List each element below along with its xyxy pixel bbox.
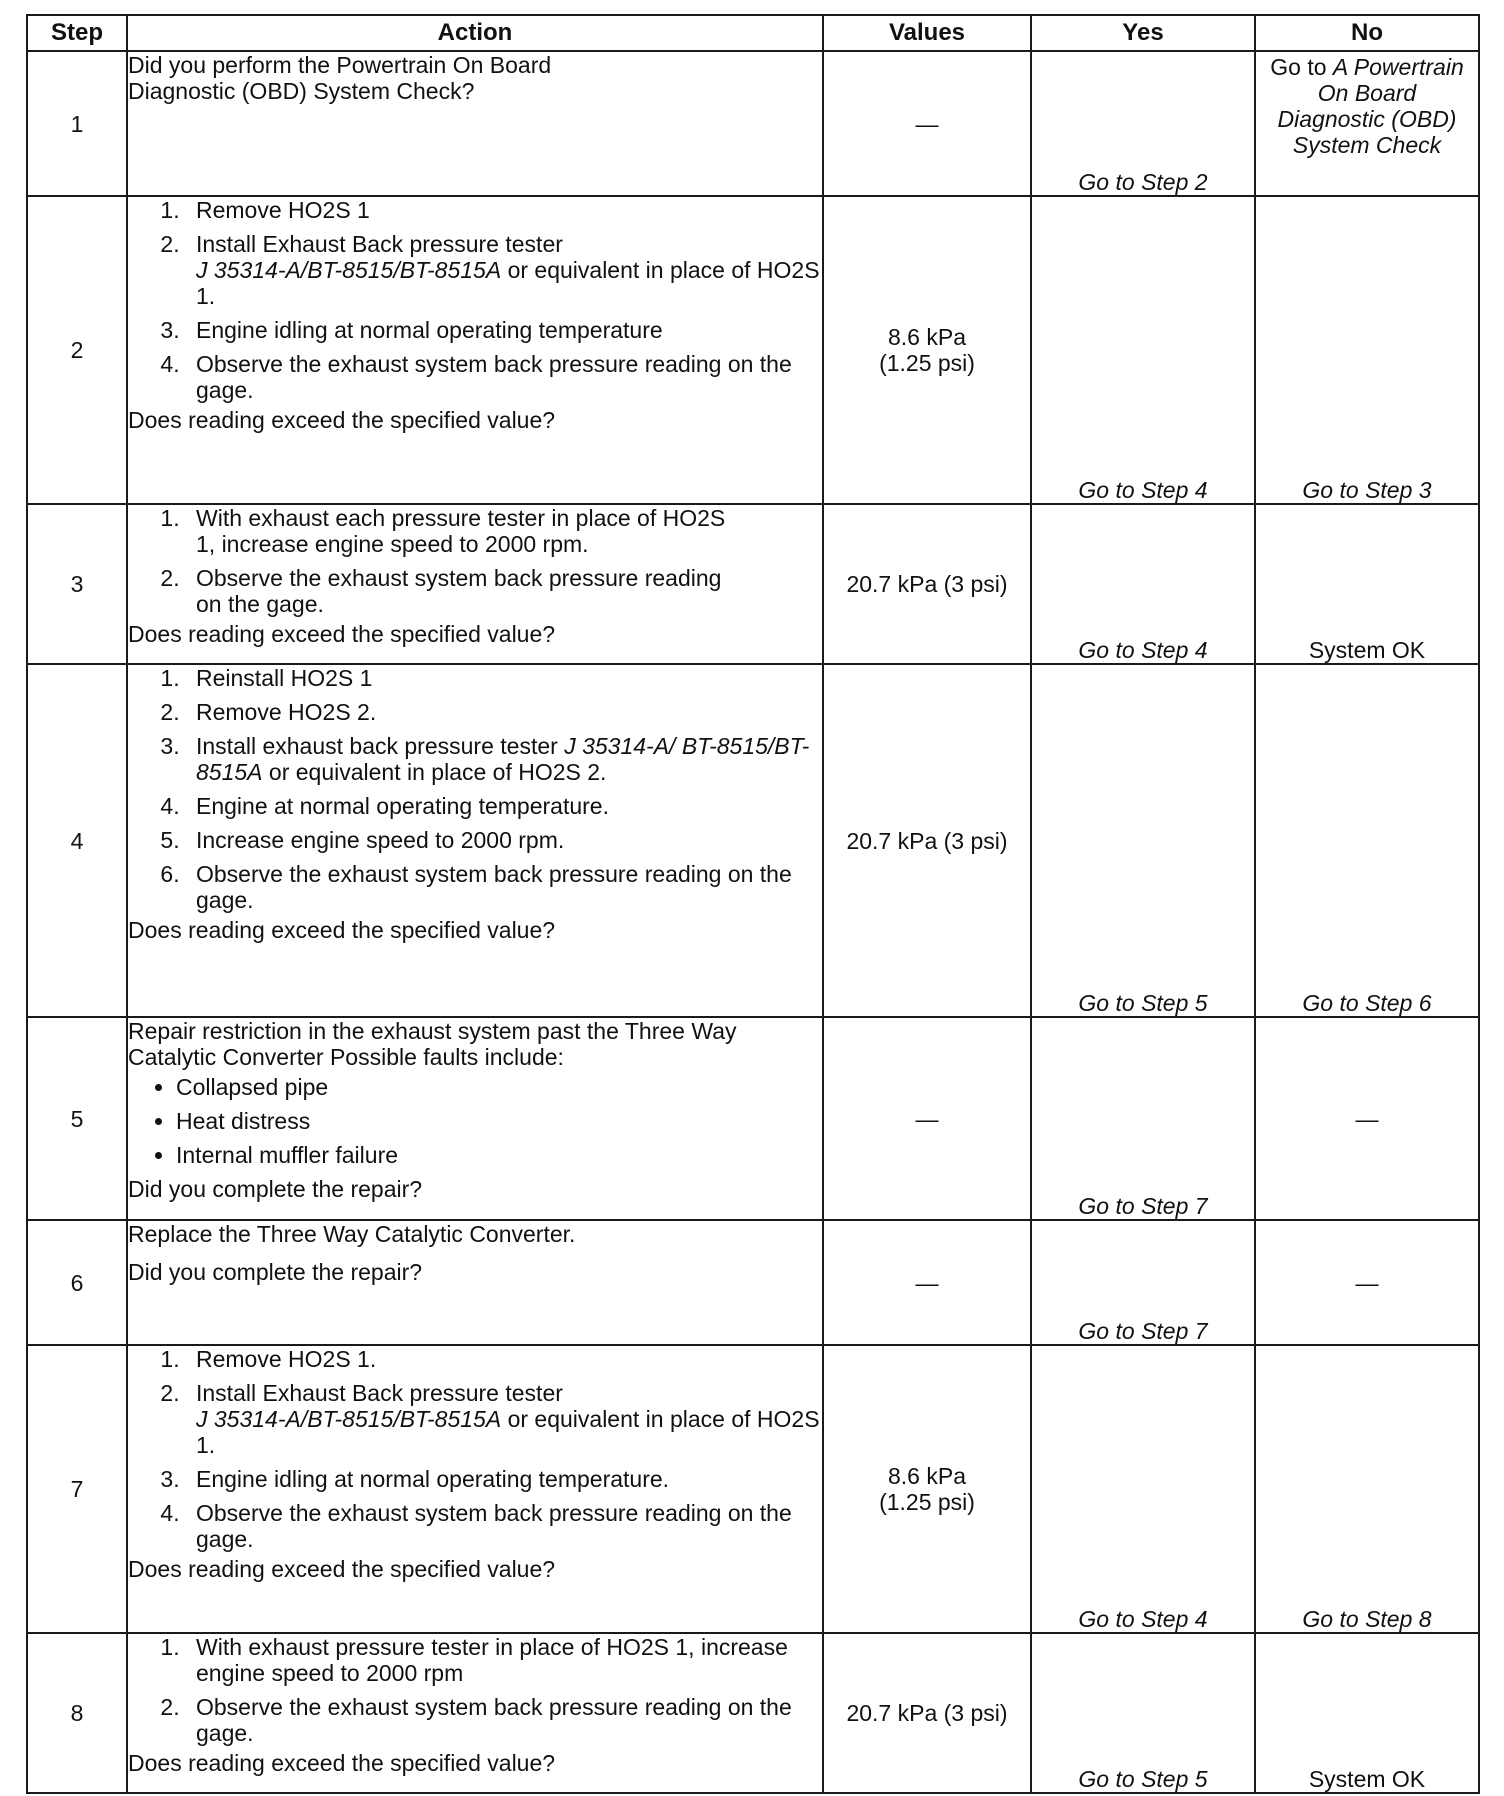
action-steps [128, 665, 822, 913]
action-step: 3. Engine idling at normal operating temperature. [186, 1466, 822, 1492]
table-row [27, 51, 1479, 196]
no-link[interactable]: Go to Step 8 [1255, 1345, 1479, 1633]
action-question: Does reading exceed the specified value? [128, 917, 556, 943]
yes-link[interactable]: Go to Step 7 [1031, 1017, 1255, 1220]
values-cell: 8.6 kPa (1.25 psi) [823, 1345, 1031, 1633]
action-question: Does reading exceed the specified value? [128, 1556, 556, 1582]
action-steps [128, 197, 822, 403]
action-step: 2. Remove HO2S 2. [186, 699, 822, 725]
step-number: 8 [27, 1633, 127, 1793]
table-row [27, 1633, 1479, 1793]
tool-number: J 35314-A/BT-8515/BT-8515A [196, 257, 502, 283]
header-no: No [1255, 15, 1479, 51]
step-number: 5 [27, 1017, 127, 1220]
values-cell: — [823, 1220, 1031, 1345]
table-row [27, 1220, 1479, 1345]
yes-link[interactable]: Go to Step 4 [1031, 196, 1255, 504]
tool-suffix: or equivalent in place of HO2S 1. [196, 257, 820, 309]
tool-number: J 35314-A/ BT-8515/BT-8515A [196, 733, 810, 785]
yes-link[interactable]: Go to Step 2 [1031, 51, 1255, 196]
step-number: 4 [27, 664, 127, 1017]
action-step: 3. Engine idling at normal operating temperature [186, 317, 822, 343]
step-number: 6 [27, 1220, 127, 1345]
action-question: Does reading exceed the specified value? [128, 407, 556, 433]
action-step: 4. Engine at normal operating temperature. [186, 793, 822, 819]
table-row [27, 504, 1479, 664]
values-cell: 20.7 kPa (3 psi) [823, 664, 1031, 1017]
action-step: 1. Remove HO2S 1 [186, 197, 822, 223]
action-step: 5. Increase engine speed to 2000 rpm. [186, 827, 822, 853]
action-step-text: Install Exhaust Back pressure tester [196, 231, 563, 257]
action-step [186, 733, 822, 785]
tool-suffix: or equivalent in place of HO2S 2. [262, 759, 607, 785]
action-cell [127, 1017, 823, 1220]
fault-item: • Collapsed pipe [176, 1074, 822, 1100]
action-steps [128, 1346, 822, 1552]
table-row [27, 196, 1479, 504]
action-step: 1. With exhaust pressure tester in place of HO2S 1, increase engine speed to 2000 rpm [186, 1634, 822, 1686]
step-number: 7 [27, 1345, 127, 1633]
yes-link[interactable]: Go to Step 4 [1031, 1345, 1255, 1633]
step-number: 2 [27, 196, 127, 504]
no-link-target: A Powertrain On Board Diagnostic (OBD) System Check [1277, 54, 1464, 158]
action-step-text: Install exhaust back pressure tester [196, 733, 565, 759]
action-step [186, 231, 822, 309]
yes-link[interactable]: Go to Step 5 [1031, 1633, 1255, 1793]
header-row [27, 15, 1479, 51]
fault-list [128, 1074, 822, 1168]
action-step: 2. Observe the exhaust system back pressure reading on the gage. [186, 565, 742, 617]
header-action: Action [127, 15, 823, 51]
step-number: 1 [27, 51, 127, 196]
tool-number: J 35314-A/BT-8515/BT-8515A [196, 1406, 502, 1432]
fault-item: • Internal muffler failure [176, 1142, 822, 1168]
fault-item: • Heat distress [176, 1108, 822, 1134]
action-text: Replace the Three Way Catalytic Converter. [128, 1221, 576, 1247]
header-step: Step [27, 15, 127, 51]
action-step: 6. Observe the exhaust system back pressure reading on the gage. [186, 861, 822, 913]
no-link[interactable] [1255, 51, 1479, 196]
action-cell [127, 1345, 823, 1633]
values-cell: 20.7 kPa (3 psi) [823, 1633, 1031, 1793]
no-link[interactable]: Go to Step 6 [1255, 664, 1479, 1017]
action-cell [127, 1220, 823, 1345]
header-yes: Yes [1031, 15, 1255, 51]
action-text: Repair restriction in the exhaust system past the Three Way Catalytic Converter Possible faults include: [128, 1018, 737, 1070]
no-link[interactable]: System OK [1255, 1633, 1479, 1793]
values-cell: 8.6 kPa (1.25 psi) [823, 196, 1031, 504]
yes-link[interactable]: Go to Step 5 [1031, 664, 1255, 1017]
action-step-text: Install Exhaust Back pressure tester [196, 1380, 563, 1406]
action-text: Did you perform the Powertrain On Board Diagnostic (OBD) System Check? [128, 52, 552, 104]
table-row [27, 1345, 1479, 1633]
tool-suffix: or equivalent in place of HO2S 1. [196, 1406, 820, 1458]
action-steps [128, 1634, 822, 1746]
values-cell: — [823, 51, 1031, 196]
action-step: 1. With exhaust each pressure tester in place of HO2S 1, increase engine speed to 2000 rpm. [186, 505, 742, 557]
action-question: Did you complete the repair? [128, 1176, 423, 1202]
values-cell: — [823, 1017, 1031, 1220]
step-number: 3 [27, 504, 127, 664]
no-cell: — [1255, 1017, 1479, 1220]
values-cell: 20.7 kPa (3 psi) [823, 504, 1031, 664]
action-cell [127, 51, 823, 196]
action-steps [128, 505, 822, 617]
action-cell [127, 504, 823, 664]
action-step: 4. Observe the exhaust system back pressure reading on the gage. [186, 1500, 822, 1552]
yes-link[interactable]: Go to Step 7 [1031, 1220, 1255, 1345]
no-cell: — [1255, 1220, 1479, 1345]
no-link[interactable]: Go to Step 3 [1255, 196, 1479, 504]
action-cell [127, 664, 823, 1017]
table-row [27, 664, 1479, 1017]
action-cell [127, 1633, 823, 1793]
action-step [186, 1380, 822, 1458]
action-question: Did you complete the repair? [128, 1259, 423, 1285]
action-step: 1. Remove HO2S 1. [186, 1346, 822, 1372]
diagnostic-table [26, 14, 1480, 1794]
action-question: Does reading exceed the specified value? [128, 621, 556, 647]
action-step: 2. Observe the exhaust system back pressure reading on the gage. [186, 1694, 822, 1746]
action-cell [127, 196, 823, 504]
no-link[interactable]: System OK [1255, 504, 1479, 664]
action-step: 4. Observe the exhaust system back pressure reading on the gage. [186, 351, 822, 403]
no-link-prefix: Go to [1270, 54, 1333, 80]
yes-link[interactable]: Go to Step 4 [1031, 504, 1255, 664]
action-step: 1. Reinstall HO2S 1 [186, 665, 822, 691]
header-values: Values [823, 15, 1031, 51]
table-row [27, 1017, 1479, 1220]
action-question: Does reading exceed the specified value? [128, 1750, 556, 1776]
